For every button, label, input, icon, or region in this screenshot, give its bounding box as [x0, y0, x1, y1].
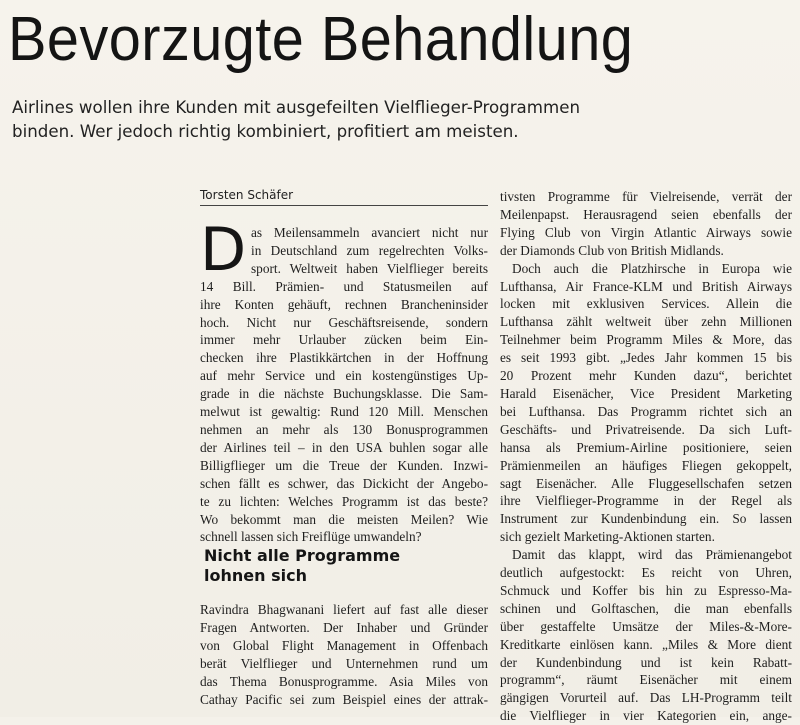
text-line: programm“, räumt Eisenächer mit einem — [500, 672, 792, 688]
text-line: Harald Eisenächer, Vice President Marketing — [500, 385, 792, 401]
text-line: deutlich aufgestockt: Es reicht von Uhren, — [500, 565, 792, 581]
text-line: es seit 1993 gibt. „Jedes Jahr kommen 15 bis — [500, 350, 792, 366]
author-byline: Torsten Schäfer — [200, 188, 488, 206]
text-line: hoch. Nicht nur Geschäftsreisende, sondern — [200, 314, 488, 330]
text-line: das Thema Bonusprogramme. Asia Miles von — [200, 673, 488, 689]
text-line: der Airlines teil – in den USA buhlen sogar alle — [200, 439, 488, 455]
text-line: tivsten Programme für Vielreisende, verrät der — [500, 189, 792, 204]
text-line: 14 Bill. Prämien- und Statusmeilen auf — [200, 278, 488, 294]
text-line: Billigflieger um die Treue der Kunden. Inzwi- — [200, 457, 488, 473]
text-line: hansa als Premium-Airline positioniere, seien — [500, 439, 792, 455]
text-line: locken mit exklusiven Services. Allein die — [500, 296, 792, 312]
text-line: grade in die nächste Buchungsklasse. Die Sam- — [200, 386, 488, 402]
text-line: as Meilensammeln avanciert nicht nur — [251, 225, 488, 240]
text-line: die Vielflieger in vier Kategorien ein, ange- — [500, 708, 792, 724]
text-line: melwut ist gewaltig: Rund 120 Mill. Menschen — [200, 404, 488, 420]
text-line: gängigen Vorurteil auf. Das LH-Programm teilt — [500, 690, 792, 706]
text-line: checken ihre Plastikkärtchen in der Hoffnung — [200, 350, 488, 366]
subheading-line: lohnen sich — [204, 566, 307, 585]
text-line: nehmen an mehr als 130 Bonusprogrammen — [200, 421, 488, 437]
text-line: Kreditkarte einlösen kann. „Miles & More dient — [500, 636, 792, 652]
text-line: te zu lichten: Welches Programm ist das beste? — [200, 493, 488, 509]
column-1-intro — [200, 215, 488, 546]
text-line: 20 Prozent mehr Kunden dazu“, berichtet — [500, 368, 792, 384]
text-line: ihre Vielflieger-Programme in der Regel als — [500, 493, 792, 509]
article-headline: Bevorzugte Behandlung — [8, 5, 634, 74]
text-line: Meilenpapst. Herausragend seien ebenfalls der — [500, 206, 792, 222]
deck-line: binden. Wer jedoch richtig kombiniert, profitiert am meisten. — [12, 122, 519, 142]
text-line: immer mehr Urlauber zücken beim Ein- — [200, 332, 488, 348]
text-line: Fragen Antworten. Der Inhaber und Gründer — [200, 619, 488, 635]
article-deck — [12, 96, 776, 144]
text-line: der Diamonds Club von British Midlands. — [500, 242, 724, 258]
column-2 — [500, 188, 792, 725]
text-line: sagt Eisenächer. Alle Fluggesellschafen setzen — [500, 475, 792, 491]
text-line: Damit das klappt, wird das Prämienangebot — [512, 547, 792, 563]
text-line: der Kundenbindung und ist kein Rabatt- — [500, 654, 792, 670]
text-line: Lufthansa zählt weltweit über zehn Millionen — [500, 314, 792, 330]
text-line: Doch auch die Platzhirsche in Europa wie — [512, 260, 792, 276]
text-line: Schmuck und Koffer bis hin zu Espresso-Ma- — [500, 582, 792, 598]
text-line: Teilnehmer beim Programm Miles & More, das — [500, 332, 792, 348]
text-line: sport. Weltweit haben Vielflieger bereits — [251, 260, 488, 276]
text-line: schnell lassen sich Freiflüge umwandeln? — [200, 529, 422, 545]
text-line: Instrument zur Kundenbindung ein. So lassen — [500, 511, 792, 527]
text-line: sich gezielt Marketing-Aktionen starten. — [500, 529, 715, 545]
text-line: Lufthansa, Air France-KLM und British Airways — [500, 278, 792, 294]
text-line: Flying Club von Virgin Atlantic Airways sowie — [500, 224, 792, 240]
text-line: schen fällt es schwer, das Dickicht der Angebo- — [200, 475, 488, 491]
subheading-line: Nicht alle Programme — [204, 546, 401, 565]
text-line: Prämienmeilen an häufiges Fliegen gekoppelt, — [500, 457, 792, 473]
text-line: Wo bekommt man die meisten Meilen? Wie — [200, 511, 488, 527]
drop-cap: D — [200, 215, 247, 285]
text-line: von Global Flight Management in Offenbach — [200, 637, 488, 653]
text-line: Ravindra Bhagwanani liefert auf fast alle dieser — [200, 602, 488, 617]
column-1-continued — [200, 601, 488, 708]
text-line: über gestaffelte Umsätze der Miles-&-More- — [500, 618, 792, 634]
text-line: bei Lufthansa. Das Programm richtet sich an — [500, 403, 792, 419]
deck-line: Airlines wollen ihre Kunden mit ausgefeilten Vielflieger-Programmen — [12, 98, 581, 118]
subheading — [204, 546, 488, 586]
text-line: berät Vielflieger und Unternehmen rund um — [200, 655, 488, 671]
text-line: Cathay Pacific sei zum Beispiel eines der attrak- — [200, 691, 488, 707]
text-line: schinen und Golftaschen, die man ebenfalls — [500, 600, 792, 616]
text-line: Geschäfts- und Privatreisende. Da sich Luft- — [500, 421, 792, 437]
text-line: auf mehr Service und ein kostengünstiges Up- — [200, 368, 488, 384]
text-line: in Deutschland zum regelrechten Volks- — [251, 242, 488, 258]
text-line: ihre Konten gehäuft, rechnen Brancheninsider — [200, 296, 488, 312]
